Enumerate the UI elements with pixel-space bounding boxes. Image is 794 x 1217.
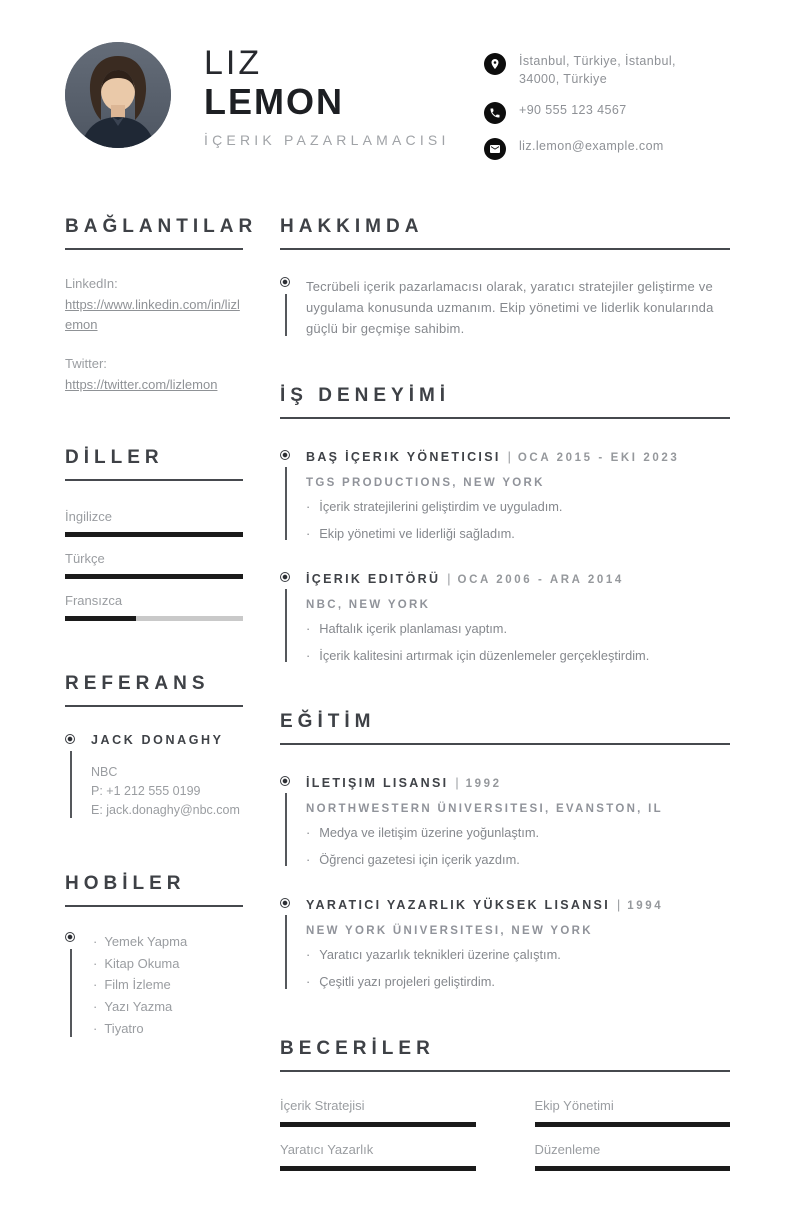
language-row: [65, 509, 243, 537]
language-row: [65, 593, 243, 621]
language-bar-fill: [65, 532, 243, 537]
degree-dates: 1992: [465, 778, 502, 791]
language-row: [65, 551, 243, 579]
skill-name: Ekip Yönetimi: [534, 1097, 614, 1113]
degree-bullets: [306, 824, 730, 869]
skill-item: [535, 1142, 731, 1171]
language-name: Türkçe: [65, 550, 105, 566]
about-entry: [280, 276, 730, 339]
job-title-row: [306, 449, 730, 466]
link-item-linkedin: [65, 276, 243, 335]
degree-title-row: [306, 897, 730, 914]
header: [65, 42, 730, 160]
first-name: LIZ: [204, 44, 263, 82]
degree-bullet: · Yaratıcı yazarlık teknikleri üzerine çalıştım.: [306, 946, 730, 965]
hobbies-entry: [65, 931, 243, 1040]
skill-bar-track: [280, 1166, 476, 1171]
contact-email-row: [484, 137, 730, 160]
hobbies-heading: HOBİLER: [65, 873, 243, 907]
job-bullet: · İçerik kalitesini artırmak için düzenlemeler gerçekleştirdim.: [306, 647, 730, 666]
skill-item: [280, 1098, 476, 1127]
section-experience: [280, 385, 730, 665]
body-columns: [65, 216, 730, 1216]
skill-bar-fill: [535, 1122, 731, 1127]
reference-entry: [65, 733, 243, 821]
language-bar-track: [65, 532, 243, 537]
job-title-row: [306, 571, 730, 588]
name-block: [204, 42, 450, 148]
experience-entries: [280, 449, 730, 665]
contact-location: [519, 52, 676, 88]
languages-body: [65, 509, 243, 621]
about-text: Tecrübeli içerik pazarlamacısı olarak, yaratıcı stratejiler geliştirme ve uygulama konusunda uzmanım. Ekip yönetimi ve liderlik konularında güçlü bir geçmişe sahibim.: [306, 279, 714, 337]
reference-name: JACK DONAGHY: [91, 732, 224, 747]
skill-bar-fill: [535, 1166, 731, 1171]
job-dates: OCA 2015 - EKI 2023: [517, 452, 680, 465]
twitter-link[interactable]: https://twitter.com/lizlemon: [65, 376, 218, 392]
degree-title: YARATICI YAZARLIK YÜKSEK LISANSI: [306, 898, 610, 913]
contact-block: [484, 42, 730, 160]
skill-item: [280, 1142, 476, 1171]
job-title: İÇERIK EDITÖRÜ: [306, 572, 441, 587]
title-date-separator: |: [507, 450, 511, 465]
section-languages: [65, 447, 243, 621]
job-bullets: [306, 620, 730, 665]
skill-bar-track: [535, 1122, 731, 1127]
links-heading: BAĞLANTILAR: [65, 216, 243, 250]
header-job-title: İÇERIK PAZARLAMACISI: [204, 132, 450, 149]
location-line1: İstanbul, Türkiye, İstanbul,: [519, 54, 676, 68]
hobby-item: · Yemek Yapma: [93, 931, 243, 953]
experience-entry-1: [280, 449, 730, 543]
section-about: [280, 216, 730, 339]
job-bullet: · Haftalık içerik planlaması yaptım.: [306, 620, 730, 639]
section-reference: [65, 673, 243, 821]
job-bullets: [306, 498, 730, 543]
education-heading: EĞİTİM: [280, 711, 730, 745]
reference-email: E: jack.donaghy@nbc.com: [91, 803, 240, 818]
skill-bar-fill: [280, 1166, 476, 1171]
reference-company: NBC: [91, 764, 118, 779]
profile-photo: [65, 42, 171, 148]
skill-item: [535, 1098, 731, 1127]
skill-name: İçerik Stratejisi: [280, 1097, 365, 1113]
links-body: [65, 276, 243, 394]
education-entries: [280, 775, 730, 991]
skill-name: Düzenleme: [534, 1141, 601, 1157]
degree-school: NEW YORK ÜNIVERSITESI, NEW YORK: [306, 925, 593, 938]
degree-bullet: · Medya ve iletişim üzerine yoğunlaştım.: [306, 824, 730, 843]
hobby-item: · Film İzleme: [93, 974, 243, 996]
job-title: BAŞ İÇERIK YÖNETICISI: [306, 450, 501, 465]
degree-bullets: [306, 946, 730, 991]
degree-bullet: · Öğrenci gazetesi için içerik yazdım.: [306, 851, 730, 870]
skills-grid: [280, 1098, 730, 1171]
degree-title: İLETIŞIM LISANSI: [306, 776, 449, 791]
skills-heading: BECERİLER: [280, 1038, 730, 1072]
hobby-item: · Yazı Yazma: [93, 996, 243, 1018]
section-links: [65, 216, 258, 394]
phone-icon: [484, 102, 506, 124]
location-line2: 34000, Türkiye: [519, 72, 608, 87]
location-pin-icon: [484, 53, 506, 75]
linkedin-link[interactable]: https://www.linkedin.com/in/lizlemon: [65, 297, 240, 333]
contact-location-row: [484, 52, 730, 88]
degree-bullet: · Çeşitli yazı projeleri geliştirdim.: [306, 973, 730, 992]
reference-details: [91, 763, 243, 821]
reference-heading: REFERANS: [65, 673, 243, 707]
language-bar-track: [65, 616, 243, 621]
languages-heading: DİLLER: [65, 447, 243, 481]
language-bar-track: [65, 574, 243, 579]
contact-phone[interactable]: +90 555 123 4567: [519, 103, 627, 118]
language-name: İngilizce: [65, 508, 112, 524]
main-content: [280, 216, 730, 1216]
job-company: TGS PRODUCTIONS, NEW YORK: [306, 477, 545, 490]
section-skills: [280, 1038, 730, 1171]
skill-bar-fill: [280, 1122, 476, 1127]
job-bullet: · Ekip yönetimi ve liderliği sağladım.: [306, 525, 730, 544]
title-date-separator: |: [447, 572, 451, 587]
sidebar: [65, 216, 258, 1092]
degree-dates: 1994: [627, 900, 664, 913]
hobby-list: [91, 931, 243, 1040]
title-date-separator: |: [616, 898, 621, 913]
about-heading: HAKKIMDA: [280, 216, 730, 250]
language-name: Fransızca: [65, 592, 123, 608]
contact-email[interactable]: liz.lemon@example.com: [519, 139, 664, 154]
section-hobbies: [65, 873, 243, 1040]
education-entry-2: [280, 897, 730, 991]
envelope-icon: [484, 138, 506, 160]
twitter-label: Twitter:: [65, 355, 107, 371]
job-bullet: · İçerik stratejilerini geliştirdim ve uyguladım.: [306, 498, 730, 517]
education-entry-1: [280, 775, 730, 869]
contact-phone-row: [484, 101, 730, 124]
skill-name: Yaratıcı Yazarlık: [280, 1141, 374, 1157]
link-item-twitter: [65, 356, 243, 395]
job-company: NBC, NEW YORK: [306, 599, 431, 612]
language-bar-fill: [65, 616, 136, 621]
skill-bar-track: [280, 1122, 476, 1127]
reference-phone: P: +1 212 555 0199: [91, 784, 201, 799]
hobby-item: · Tiyatro: [93, 1018, 243, 1040]
hobby-item: · Kitap Okuma: [93, 953, 243, 975]
degree-title-row: [306, 775, 730, 792]
title-date-separator: |: [455, 776, 459, 791]
experience-entry-2: [280, 571, 730, 665]
last-name: LEMON: [204, 81, 344, 123]
language-bar-fill: [65, 574, 243, 579]
degree-school: NORTHWESTERN ÜNIVERSITESI, EVANSTON, IL: [306, 803, 663, 816]
profile-photo-illustration: [65, 42, 171, 148]
section-education: [280, 711, 730, 991]
experience-heading: İŞ DENEYİMİ: [280, 385, 730, 419]
skill-bar-track: [535, 1166, 731, 1171]
job-dates: OCA 2006 - ARA 2014: [457, 574, 624, 587]
linkedin-label: LinkedIn:: [65, 276, 118, 292]
